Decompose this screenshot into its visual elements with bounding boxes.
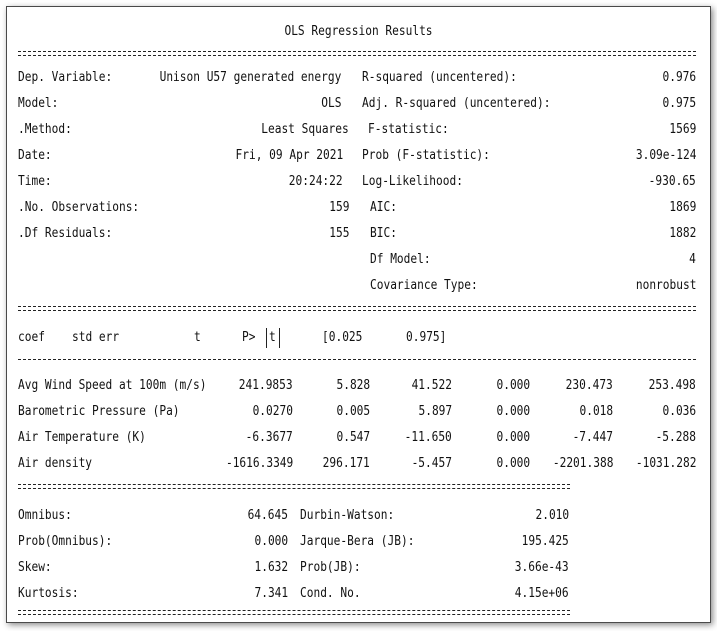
header-right-value: -930.65 xyxy=(648,174,696,189)
coef-row-lower: 0.018 xyxy=(579,404,613,419)
coef-row-std-err: 5.828 xyxy=(336,378,370,393)
coef-row-std-err: 0.005 xyxy=(336,404,370,419)
coef-row-upper: 253.498 xyxy=(648,378,696,393)
col-header-lower: [0.025 xyxy=(322,330,363,345)
col-header-bar xyxy=(279,328,280,348)
diag-left-value: 7.341 xyxy=(254,586,288,601)
diag-right-label: Durbin-Watson: xyxy=(300,508,395,523)
header-left-label: .Method: xyxy=(18,122,72,137)
coef-row-name: Air Temperature (K) xyxy=(18,430,146,445)
coef-row-name: Barometric Pressure (Pa) xyxy=(18,404,180,419)
col-header-coef: coef xyxy=(18,330,45,345)
header-left-label: .No. Observations: xyxy=(18,200,140,215)
col-header-upper: 0.975] xyxy=(406,330,447,345)
coef-row-t: 41.522 xyxy=(411,378,452,393)
header-left-value: Fri, 09 Apr 2021 xyxy=(235,148,343,163)
coef-row-coef: -1616.3349 xyxy=(225,456,293,471)
header-right-label: Log-Likelihood: xyxy=(362,174,463,189)
diag-left-label: Prob(Omnibus): xyxy=(18,534,113,549)
coef-row-p: 0.000 xyxy=(496,430,530,445)
header-right-value: nonrobust xyxy=(635,278,696,293)
header-left-label: Time: xyxy=(18,174,52,189)
coef-row-upper: -1031.282 xyxy=(635,456,696,471)
diag-right-label: Cond. No. xyxy=(300,586,361,601)
coef-row-name: Air density xyxy=(18,456,93,471)
col-header-std-err: std err xyxy=(72,330,120,345)
diag-right-value: 3.66e-43 xyxy=(515,560,569,575)
coef-row-p: 0.000 xyxy=(496,456,530,471)
header-right-label: R-squared (uncentered): xyxy=(362,70,517,85)
diag-right-value: 195.425 xyxy=(521,534,569,549)
diag-left-value: 1.632 xyxy=(254,560,288,575)
diag-right-label: Jarque-Bera (JB): xyxy=(300,534,415,549)
header-left-label: .Df Residuals: xyxy=(18,226,113,241)
header-right-label: AIC: xyxy=(370,200,397,215)
header-right-value: 4 xyxy=(689,252,696,267)
header-left-value: 20:24:22 xyxy=(289,174,343,189)
header-right-label: F-statistic: xyxy=(368,122,449,137)
coef-header-rule xyxy=(18,359,696,366)
coef-row-p: 0.000 xyxy=(496,378,530,393)
header-right-label: BIC: xyxy=(370,226,397,241)
diag-left-label: Omnibus: xyxy=(18,508,72,523)
coef-row-lower: -7.447 xyxy=(572,430,613,445)
header-left-value: Least Squares xyxy=(261,122,349,137)
coef-row-upper: -5.288 xyxy=(655,430,696,445)
coef-row-upper: 0.036 xyxy=(662,404,696,419)
diag-left-label: Kurtosis: xyxy=(18,586,79,601)
top-double-rule xyxy=(18,51,696,56)
coef-row-std-err: 296.171 xyxy=(322,456,370,471)
header-right-label: Prob (F-statistic): xyxy=(362,148,490,163)
col-header-t: t xyxy=(194,330,201,345)
header-left-value: 159 xyxy=(328,200,349,215)
diagnostics-double-rule xyxy=(18,484,570,489)
coef-row-lower: -2201.388 xyxy=(552,456,613,471)
header-left-label: Dep. Variable: xyxy=(18,70,113,85)
header-right-value: 1569 xyxy=(669,122,696,137)
diag-left-value: 0.000 xyxy=(254,534,288,549)
coef-double-rule xyxy=(18,306,696,311)
diag-right-value: 2.010 xyxy=(535,508,569,523)
header-right-label: Covariance Type: xyxy=(370,278,478,293)
header-left-value: 155 xyxy=(328,226,349,241)
header-right-value: 0.975 xyxy=(662,96,696,111)
coef-row-coef: 241.9853 xyxy=(239,378,293,393)
col-header-bar xyxy=(266,328,267,348)
coef-row-t: 5.897 xyxy=(418,404,452,419)
coef-row-p: 0.000 xyxy=(496,404,530,419)
diag-left-value: 64.645 xyxy=(247,508,288,523)
coef-row-coef: 0.0270 xyxy=(252,404,293,419)
diag-left-label: Skew: xyxy=(18,560,52,575)
bottom-double-rule xyxy=(18,610,570,615)
header-right-label: Df Model: xyxy=(370,252,431,267)
summary-title: OLS Regression Results xyxy=(284,24,433,39)
diag-right-label: Prob(JB): xyxy=(300,560,361,575)
header-right-value: 1882 xyxy=(669,226,696,241)
header-right-label: Adj. R-squared (uncentered): xyxy=(362,96,551,111)
header-left-value: OLS xyxy=(320,96,341,111)
coef-row-t: -11.650 xyxy=(404,430,452,445)
diag-right-value: 4.15e+06 xyxy=(515,586,569,601)
coef-row-name: Avg Wind Speed at 100m (m/s) xyxy=(18,378,207,393)
regression-summary-panel xyxy=(6,6,711,623)
col-header-p-t: t xyxy=(269,330,276,345)
header-right-value: 0.976 xyxy=(662,70,696,85)
header-right-value: 3.09e-124 xyxy=(635,148,696,163)
header-right-value: 1869 xyxy=(669,200,696,215)
coef-row-std-err: 0.547 xyxy=(336,430,370,445)
header-left-value: Unison U57 generated energy xyxy=(159,70,341,85)
coef-row-t: -5.457 xyxy=(411,456,452,471)
header-left-label: Date: xyxy=(18,148,52,163)
coef-row-lower: 230.473 xyxy=(565,378,613,393)
coef-row-coef: -6.3677 xyxy=(245,430,293,445)
col-header-p: P> xyxy=(242,330,256,345)
header-left-label: Model: xyxy=(18,96,59,111)
